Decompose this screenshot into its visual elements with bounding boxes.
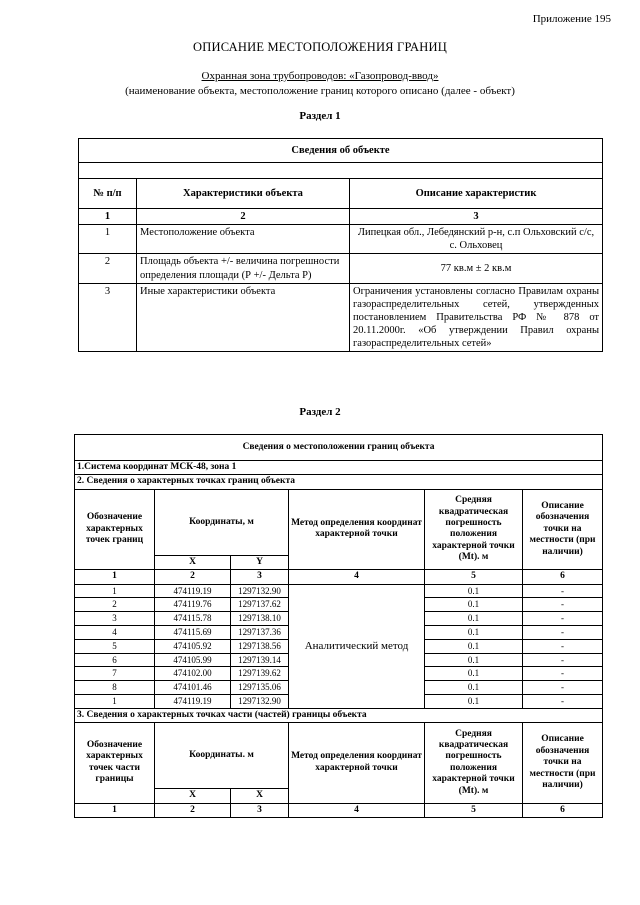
index-cell: 5 bbox=[425, 803, 523, 817]
point-id: 5 bbox=[75, 639, 155, 653]
object-name: Охранная зона трубопроводов: «Газопровод-ввод» bbox=[201, 70, 439, 82]
col-x2-part-header: X bbox=[231, 789, 289, 803]
table-row bbox=[75, 584, 603, 598]
col-method-part-header: Метод определения координат характерной точки bbox=[289, 723, 425, 803]
point-mt: 0.1 bbox=[425, 625, 523, 639]
col-desc-header: Описание характеристик bbox=[350, 179, 603, 209]
row-char: Площадь объекта +/- величина погрешности определения площади (Р +/- Дельта Р) bbox=[137, 254, 350, 283]
index-cell: 4 bbox=[289, 803, 425, 817]
point-y: 1297132.90 bbox=[231, 584, 289, 598]
point-y: 1297139.62 bbox=[231, 667, 289, 681]
index-cell: 1 bbox=[75, 570, 155, 584]
index-cell: 2 bbox=[155, 803, 231, 817]
index-cell: 5 bbox=[425, 570, 523, 584]
row-num: 3 bbox=[79, 283, 137, 352]
col-point-part-header: Обозначение характерных точек части границы bbox=[75, 723, 155, 803]
row-char: Местоположение объекта bbox=[137, 225, 350, 254]
document-title: ОПИСАНИЕ МЕСТОПОЛОЖЕНИЯ ГРАНИЦ bbox=[193, 40, 447, 54]
object-note: (наименование объекта, местоположение границ которого описано (далее - объект) bbox=[125, 85, 515, 97]
parts-section-title: 3. Сведения о характерных точках части (частей) границы объекта bbox=[75, 708, 603, 722]
table-row bbox=[79, 283, 603, 352]
col-point-header: Обозначение характерных точек границ bbox=[75, 489, 155, 569]
boundary-table bbox=[74, 434, 603, 818]
col-desc-part-header: Описание обозначения точки на местности (при наличии) bbox=[523, 723, 603, 803]
point-y: 1297138.10 bbox=[231, 612, 289, 626]
point-mt: 0.1 bbox=[425, 598, 523, 612]
col-x-header: X bbox=[155, 555, 231, 569]
point-desc: - bbox=[523, 694, 603, 708]
point-x: 474105.99 bbox=[155, 653, 231, 667]
point-id: 3 bbox=[75, 612, 155, 626]
index-cell: 6 bbox=[523, 570, 603, 584]
section-1-label: Раздел 1 bbox=[299, 110, 341, 122]
index-cell: 1 bbox=[79, 209, 137, 225]
col-char-header: Характеристики объекта bbox=[137, 179, 350, 209]
point-y: 1297135.06 bbox=[231, 681, 289, 695]
point-id: 6 bbox=[75, 653, 155, 667]
coord-system: 1.Система координат МСК-48, зона 1 bbox=[75, 461, 603, 475]
point-desc: - bbox=[523, 584, 603, 598]
col-y-header: Y bbox=[231, 555, 289, 569]
object-info-table bbox=[78, 138, 603, 352]
object-info-title: Сведения об объекте bbox=[79, 139, 603, 163]
point-desc: - bbox=[523, 639, 603, 653]
point-desc: - bbox=[523, 625, 603, 639]
col-coords-header: Координаты, м bbox=[155, 489, 289, 555]
index-cell: 6 bbox=[523, 803, 603, 817]
point-id: 7 bbox=[75, 667, 155, 681]
index-cell: 4 bbox=[289, 570, 425, 584]
col-mt-header: Средняя квадратическая погрешность положения характерной точки (Mt). м bbox=[425, 489, 523, 569]
point-desc: - bbox=[523, 667, 603, 681]
point-mt: 0.1 bbox=[425, 694, 523, 708]
point-y: 1297137.36 bbox=[231, 625, 289, 639]
point-y: 1297137.62 bbox=[231, 598, 289, 612]
point-mt: 0.1 bbox=[425, 612, 523, 626]
col-x-part-header: X bbox=[155, 789, 231, 803]
point-desc: - bbox=[523, 653, 603, 667]
spacer-row bbox=[79, 163, 603, 179]
point-desc: - bbox=[523, 681, 603, 695]
index-cell: 1 bbox=[75, 803, 155, 817]
points-section-title: 2. Сведения о характерных точках границ объекта bbox=[75, 475, 603, 489]
point-id: 2 bbox=[75, 598, 155, 612]
point-x: 474115.78 bbox=[155, 612, 231, 626]
point-y: 1297132.90 bbox=[231, 694, 289, 708]
row-desc: Ограничения установлены согласно Правилам охраны газораспределительных сетей, утвержденных постановлением Правительства РФ № 878 от 20.11.2000г. «Об утверждении Правил охраны газораспределительных сетей» bbox=[350, 283, 603, 352]
point-x: 474105.92 bbox=[155, 639, 231, 653]
point-mt: 0.1 bbox=[425, 667, 523, 681]
row-desc: 77 кв.м ± 2 кв.м bbox=[350, 254, 603, 283]
point-x: 474101.46 bbox=[155, 681, 231, 695]
col-coords-part-header: Координаты. м bbox=[155, 723, 289, 789]
point-id: 1 bbox=[75, 694, 155, 708]
section-2-label: Раздел 2 bbox=[299, 406, 341, 418]
point-x: 474119.19 bbox=[155, 694, 231, 708]
point-desc: - bbox=[523, 612, 603, 626]
point-id: 1 bbox=[75, 584, 155, 598]
row-num: 1 bbox=[79, 225, 137, 254]
point-y: 1297139.14 bbox=[231, 653, 289, 667]
index-cell: 2 bbox=[155, 570, 231, 584]
col-desc-header: Описание обозначения точки на местности (при наличии) bbox=[523, 489, 603, 569]
point-id: 4 bbox=[75, 625, 155, 639]
point-y: 1297138.56 bbox=[231, 639, 289, 653]
table-row bbox=[79, 254, 603, 283]
index-cell: 3 bbox=[350, 209, 603, 225]
index-cell: 3 bbox=[231, 803, 289, 817]
method-cell: Аналитический метод bbox=[289, 584, 425, 708]
point-x: 474119.19 bbox=[155, 584, 231, 598]
point-x: 474119.76 bbox=[155, 598, 231, 612]
index-cell: 2 bbox=[137, 209, 350, 225]
point-x: 474102.00 bbox=[155, 667, 231, 681]
appendix-label: Приложение 195 bbox=[532, 13, 611, 25]
point-x: 474115.69 bbox=[155, 625, 231, 639]
point-desc: - bbox=[523, 598, 603, 612]
col-num-header: № п/п bbox=[79, 179, 137, 209]
point-mt: 0.1 bbox=[425, 639, 523, 653]
row-desc: Липецкая обл., Лебедянский р-н, с.п Ольховский с/с, с. Ольховец bbox=[350, 225, 603, 254]
point-mt: 0.1 bbox=[425, 653, 523, 667]
point-id: 8 bbox=[75, 681, 155, 695]
boundary-table-title: Сведения о местоположении границ объекта bbox=[75, 435, 603, 461]
point-mt: 0.1 bbox=[425, 681, 523, 695]
col-mt-part-header: Средняя квадратическая погрешность положения характерной точки (Mt). м bbox=[425, 723, 523, 803]
index-cell: 3 bbox=[231, 570, 289, 584]
row-num: 2 bbox=[79, 254, 137, 283]
point-mt: 0.1 bbox=[425, 584, 523, 598]
table-row bbox=[79, 225, 603, 254]
col-method-header: Метод определения координат характерной точки bbox=[289, 489, 425, 569]
row-char: Иные характеристики объекта bbox=[137, 283, 350, 352]
